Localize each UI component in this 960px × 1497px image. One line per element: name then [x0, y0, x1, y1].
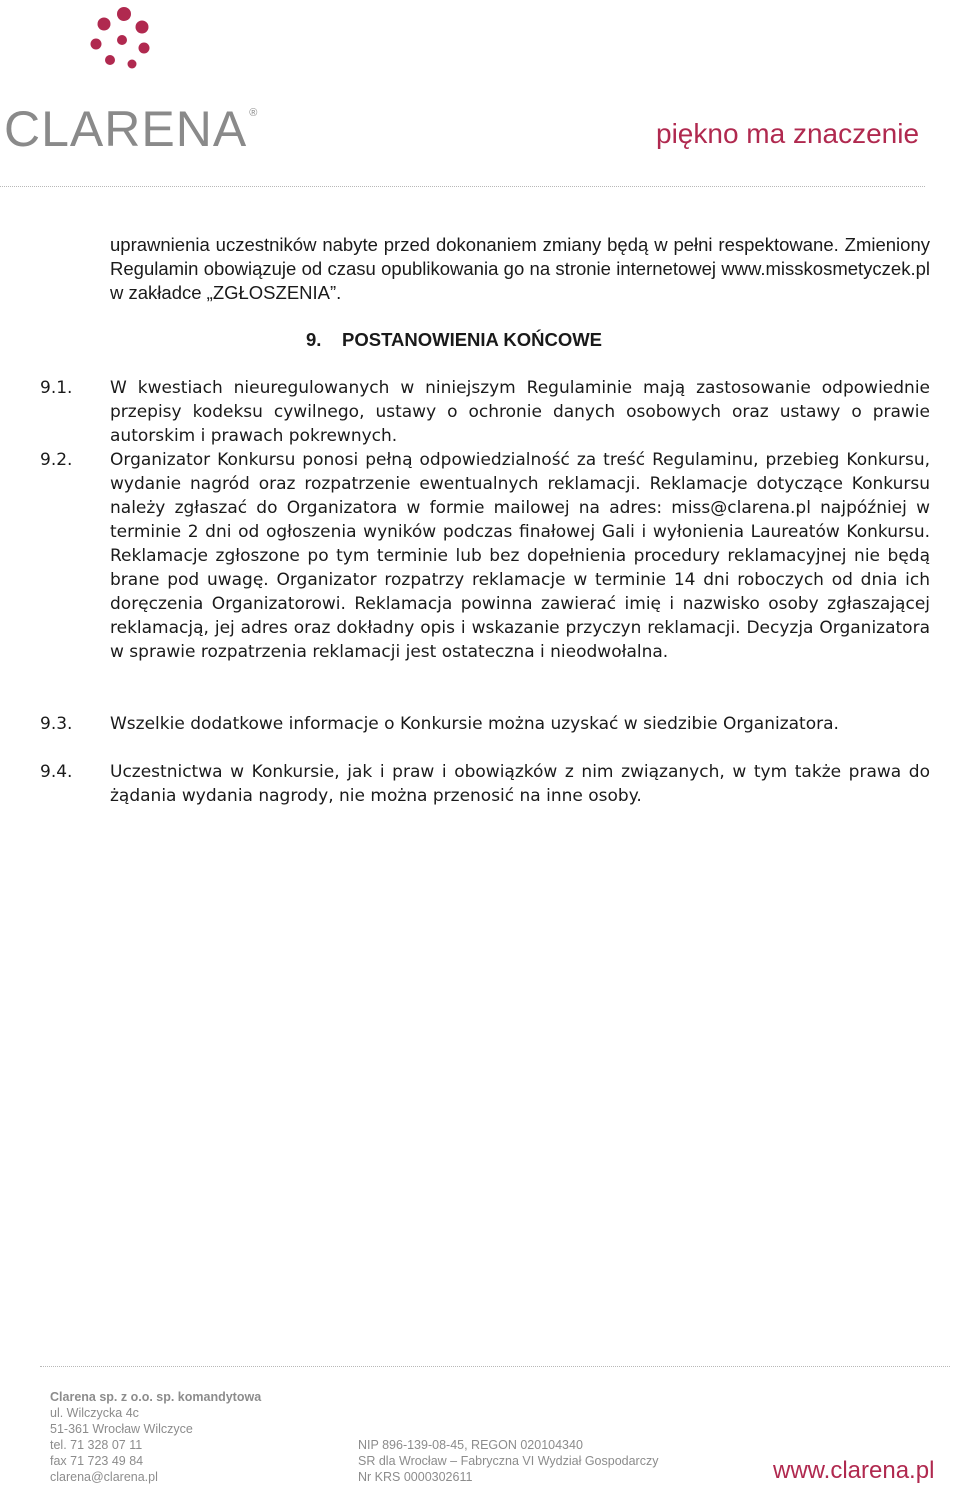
header-divider: [0, 186, 925, 187]
clause-number: 9.1.: [40, 378, 73, 398]
clause-number: 9.2.: [40, 450, 73, 470]
footer-registration-info: [358, 1437, 658, 1485]
brand-logo-text: CLARENA ®: [4, 101, 259, 157]
footer-company-name: Clarena sp. z o.o. sp. komandytowa: [50, 1390, 262, 1404]
clause-text: W kwestiach nieuregulowanych w niniejszym Regulaminie mają zastosowanie odpowiednie przepisy kodeksu cywilnego, ustawy o ochronie danych osobowych oraz ustawy o prawie autorskim i prawach pokrewnych.: [110, 378, 930, 446]
clause-9-3: [40, 712, 930, 736]
clause-9-2: [40, 448, 930, 664]
footer-address-line-1: ul. Wilczycka 4c: [50, 1406, 139, 1420]
footer-address-line-2: 51-361 Wrocław Wilczyce: [50, 1422, 193, 1436]
clause-9-1: [40, 376, 930, 448]
clause-text: Uczestnictwa w Konkursie, jak i praw i obowiązków z nim związanych, w tym także prawa do żądania wydania nagrody, nie można przenosić na inne osoby.: [110, 762, 930, 806]
footer-website-link[interactable]: www.clarena.pl: [773, 1457, 935, 1484]
footer-phone: tel. 71 328 07 11: [50, 1438, 143, 1452]
section-title: POSTANOWIENIA KOŃCOWE: [342, 329, 603, 350]
brand-tagline: piękno ma znaczenie: [656, 118, 920, 149]
continued-paragraph: uprawnienia uczestników nabyte przed dokonaniem zmiany będą w pełni respektowane. Zmieniony Regulamin obowiązuje od czasu opublikowania go na stronie internetowej www.misskosmetyczek.pl w zakładce „ZGŁOSZENIA”.: [110, 234, 930, 303]
footer-email: clarena@clarena.pl: [50, 1470, 158, 1484]
footer-fax: fax 71 723 49 84: [50, 1454, 144, 1468]
footer-court: SR dla Wrocław – Fabryczna VI Wydział Gospodarczy: [358, 1454, 659, 1468]
clause-9-4: [40, 760, 930, 808]
clarena-flower-logo-icon: [74, 2, 164, 80]
section-heading: [306, 328, 602, 352]
footer-company-info: [50, 1389, 261, 1485]
clause-number: 9.3.: [40, 714, 73, 734]
clause-number: 9.4.: [40, 762, 73, 782]
footer-krs: Nr KRS 0000302611: [358, 1470, 473, 1484]
registered-mark: ®: [249, 107, 259, 119]
footer-divider: [40, 1366, 950, 1367]
footer-nip-regon: NIP 896-139-08-45, REGON 020104340: [358, 1438, 583, 1452]
section-number: 9.: [306, 329, 322, 350]
clause-text: Wszelkie dodatkowe informacje o Konkursie można uzyskać w siedzibie Organizatora.: [110, 714, 839, 734]
clause-text: Organizator Konkursu ponosi pełną odpowiedzialność za treść Regulaminu, przebieg Konkursu, wydanie nagród oraz rozpatrzenie ewentualnych reklamacji. Reklamacje dotyczące Konkursu należy zgłaszać do Organizatora w formie mailowej na adres: miss@clarena.pl najpóźniej w terminie 2 dni od ogłoszenia wyników podczas finałowej Gali i wyłonienia Laureatów Konkursu. Reklamacje zgłoszone po tym terminie lub bez dopełnienia procedury reklamacyjnej nie będą brane pod uwagę. Organizator rozpatrzy reklamacje w terminie 14 dni roboczych od dnia ich doręczenia Organizatorowi. Reklamacja powinna zawierać imię i nazwisko osoby zgłaszającej reklamacją, jej adres oraz dokładny opis i wskazanie przyczyn reklamacji. Decyzja Organizatora w sprawie rozpatrzenia reklamacji jest ostateczna i nieodwołalna.: [110, 450, 930, 662]
